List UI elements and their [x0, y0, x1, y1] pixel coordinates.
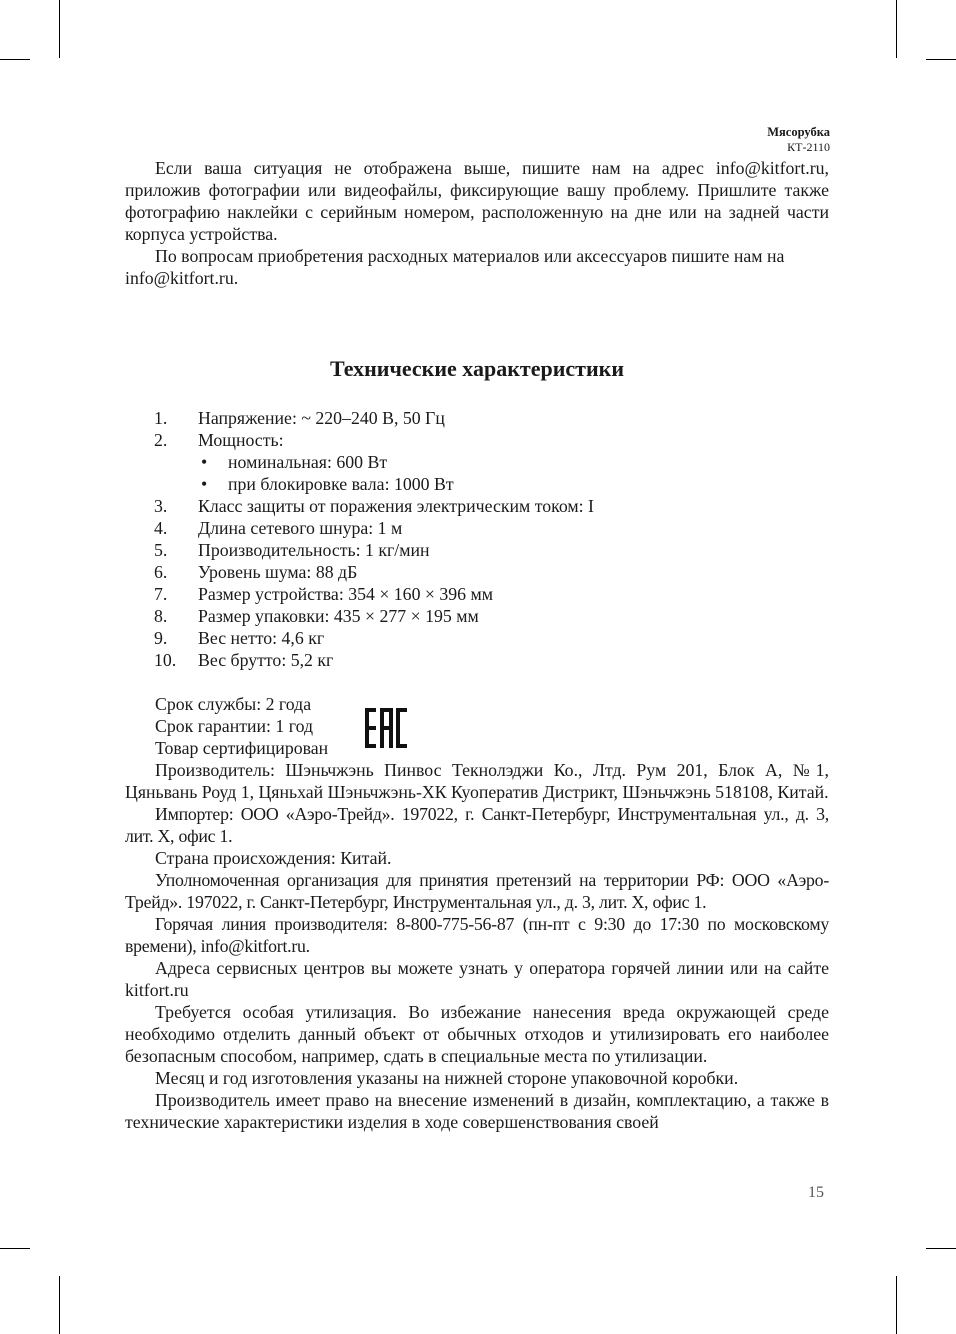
disposal-paragraph: Требуется особая утилизация. Во избежание нанесения вреда окружающей среде необходимо отделить данный объект от обычных отходов и утилизировать его наиболее безопасным способом, например, сдать в специальные места по утилизации. [125, 1002, 829, 1066]
service-info [125, 693, 829, 759]
crop-mark-right-bottom [926, 1248, 956, 1249]
service-centers-paragraph: Адреса сервисных центров вы можете узнать у оператора горячей линии или на сайте kitfort.ru [125, 958, 829, 1000]
spec-item: 6. Уровень шума: 88 дБ [154, 562, 358, 582]
crop-mark-top-left [59, 0, 60, 58]
crop-mark-left-top [0, 59, 30, 60]
intro-paragraph: Если ваша ситуация не отображена выше, пишите нам на адрес info@kitfort.ru, приложив фотографии или видеофайлы, фиксирующие вашу проблему. Пришлите также фотографию наклейки с серийным номером, расположенную на дне или на задней части корпуса устройства. [125, 158, 829, 244]
spec-subitem: • при блокировке вала: 1000 Вт [201, 474, 454, 494]
warranty: Срок гарантии: 1 год [155, 716, 314, 736]
specs-list [125, 407, 829, 451]
spec-item: 5. Производительность: 1 кг/мин [154, 540, 430, 560]
service-life: Срок службы: 2 года [155, 694, 312, 714]
running-header [767, 125, 830, 155]
spec-item: 3. Класс защиты от поражения электрическим током: I [154, 496, 594, 516]
hotline-paragraph: Горячая линия производителя: 8-800-775-56-87 (пн-пт с 9:30 до 17:30 по московскому времени), info@kitfort.ru. [125, 914, 829, 956]
certified: Товар сертифицирован [155, 738, 329, 758]
spec-item: 8. Размер упаковки: 435 × 277 × 195 мм [154, 606, 479, 626]
power-sublist [125, 451, 829, 495]
manufacture-date-paragraph: Месяц и год изготовления указаны на нижней стороне упаковочной коробки. [155, 1068, 739, 1088]
spec-subitem: • номинальная: 600 Вт [201, 452, 388, 472]
changes-paragraph: Производитель имеет право на внесение изменений в дизайн, комплектацию, а также в технические характеристики изделия в ходе совершенствования своей [125, 1090, 829, 1132]
spec-item: 9. Вес нетто: 4,6 кг [154, 628, 325, 648]
intro-paragraph: По вопросам приобретения расходных материалов или аксессуаров пишите нам на info@kitfort.ru. [125, 246, 785, 288]
eac-mark-icon [365, 708, 408, 748]
spec-item: 2. Мощность: [154, 430, 284, 450]
crop-mark-bottom-left [59, 1276, 60, 1334]
specs-heading: Технические характеристики [329, 356, 625, 381]
header-title: Мясорубка [767, 125, 830, 139]
crop-mark-left-bottom [0, 1248, 30, 1249]
spec-item: 4. Длина сетевого шнура: 1 м [154, 518, 403, 538]
manufacturer-paragraph: Производитель: Шэньчжэнь Пинвос Текнолэджи Ко., Лтд. Рум 201, Блок А, №1, Цяньвань Роуд 1, Цяньхай Шэньчжэнь-ХК Куоператив Дистрикт, Шэньчжэнь 518108, Китай. [125, 760, 829, 802]
importer-paragraph: Импортер: ООО «Аэро-Трейд». 197022, г. Санкт-Петербург, Инструментальная ул., д. 3, лит. Х, офис 1. [125, 804, 829, 846]
crop-mark-top-right [896, 0, 897, 58]
page-content [125, 157, 829, 1133]
specs-list-continued [125, 495, 829, 671]
spec-item: 10. Вес брутто: 5,2 кг [154, 650, 334, 670]
claims-paragraph: Уполномоченная организация для принятия претензий на территории РФ: ООО «Аэро-Трейд». 197022, г. Санкт-Петербург, Инструментальная ул., д. 3, лит. Х, офис 1. [125, 870, 829, 912]
crop-mark-right-top [926, 59, 956, 60]
crop-mark-bottom-right [896, 1276, 897, 1334]
page-number: 15 [808, 1184, 824, 1201]
origin-paragraph: Страна происхождения: Китай. [155, 848, 392, 868]
spec-item: 1. Напряжение: ~ 220–240 В, 50 Гц [154, 408, 445, 428]
header-model: КТ-2110 [787, 140, 830, 154]
spec-item: 7. Размер устройства: 354 × 160 × 396 мм [154, 584, 494, 604]
